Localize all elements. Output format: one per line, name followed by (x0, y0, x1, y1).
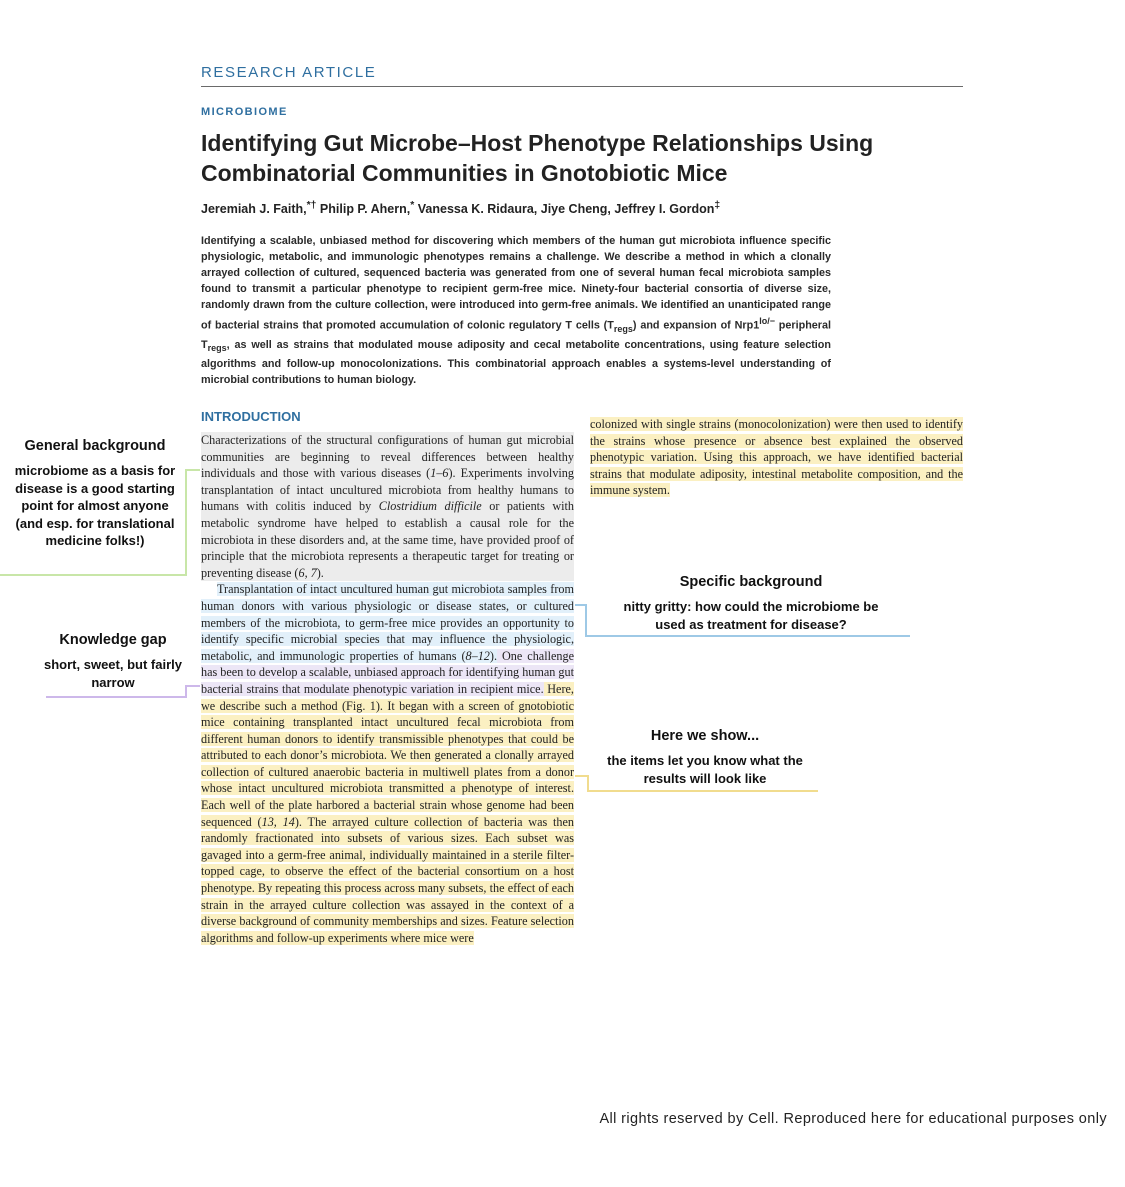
author-5-mark: ‡ (714, 200, 721, 211)
author-2-mark: * (410, 200, 415, 211)
section-label: MICROBIOME (201, 106, 288, 118)
abstract-text-2: ) and expansion of Nrp1 (632, 319, 760, 332)
annotation-specific-title: Specific background (679, 574, 823, 590)
connector-specific (575, 605, 910, 636)
p1-species: Clostridium difficile (378, 499, 482, 514)
author-others: Vanessa K. Ridaura, Jiye Cheng, Jeffrey I. Gordon (414, 202, 715, 217)
p1-text-a: Characterizations of the structural configurations of human gut microbial communities are beginning to reveal differences between healthy individuals and those with various diseases ( (201, 433, 574, 481)
abstract-sup-1: lo/− (759, 316, 775, 326)
abstract-text-1: Identifying a scalable, unbiased method for discovering which members of the human gut microbiota influence specific physiologic, metabolic, and immunologic phenotypes remains a challenge. We describe a method in which a clonally arrayed collection of cultured, sequenced bacteria was generated from one of several human fecal microbiota samples found to transmit a particular phenotype to recipient germ-free mice. Ninety-four bacterial consortia of diverse size, randomly drawn from the culture collection, were introduced into germ-free animals. We identified an unanticipated range of bacterial strains that promoted accumulation of colonic regulatory T cells (T (201, 235, 831, 332)
article-type-label: RESEARCH ARTICLE (201, 64, 377, 81)
article-title: Identifying Gut Microbe–Host Phenotype Relationships Using Combinatorial Communities in Gnotobiotic Mice (201, 130, 874, 186)
annotation-general-text: microbiome as a basis for disease is a good starting point for almost anyone (and esp. for translational medicine folks!) (14, 463, 176, 548)
annotation-gap-title: Knowledge gap (59, 632, 167, 648)
author-1: Jeremiah J. Faith, (201, 202, 307, 217)
abstract-text-4: , as well as strains that modulated mouse adiposity and cecal metabolite concentrations, using feature selection algorithms and follow-up monocolonizations. This combinatorial approach enables a systems-level understanding of microbial contributions to human biology. (201, 338, 831, 386)
p1-ref-2: 6, 7 (298, 565, 317, 580)
annotation-show-text: the items let you know what the results will look like (607, 753, 803, 786)
p1-text-c: or patients with metabolic syndrome have helped to establish a causal role for the microbiota in these disorders and, at the same time, have provided proof of principle that the microbiota represents a therapeutic target for treating or preventing disease ( (201, 499, 574, 580)
p1-ref-1: 1–6 (430, 466, 449, 481)
p1-text-d: ). (316, 565, 324, 580)
p2-yellow-text-b: ). The arrayed culture collection of bacteria was then randomly fractionated into subsets of various sizes. Each subset was gavaged into a germ-free animal, individually maintained in a sterile filter-topped cage, to observe the effect of the bacterial consortium on a host phenotype. By repeating this process across many subsets, the effect of each strain in the arrayed culture collection was assayed in the context of a diverse background of community memberships and sizes. Feature selection algorithms and follow-up experiments where mice were (201, 814, 574, 945)
abstract-sub-2: regs (207, 342, 227, 353)
copyright-footer: All rights reserved by Cell. Reproduced here for educational purposes only (599, 1111, 1107, 1127)
connector-general (0, 470, 200, 575)
p2-blue-text: Transplantation of intact uncultured human gut microbiota samples from human donors with various physiologic or disease states, or cultured members of the microbiota, to germ-free mice provides an opportunity to identify specific microbial species that may influence the physiologic, metabolic, and immunologic properties of humans ( (201, 582, 574, 663)
p2-ref-1: 8–12 (465, 648, 490, 663)
annotation-show-title: Here we show... (650, 728, 760, 744)
introduction-heading: INTRODUCTION (201, 409, 301, 424)
author-1-mark: *† (306, 200, 317, 211)
p2-yellow-text-a: Here, we describe such a method (Fig. 1). It began with a screen of gnotobiotic mice containing transplanted intact uncultured fecal microbiota from different human donors to identify transmissible phenotypes that could be attributed to each donor’s microbiota. We then generated a clonally arrayed collection of cultured anaerobic bacteria in multiwell plates from a donor whose intact uncultured microbiota transmitted a phenotype of interest. Each well of the plate harbored a bacterial strain whose genome had been sequenced ( (201, 681, 574, 829)
p1-text-b: ). Experiments involving transplantation of intact uncultured microbiota from healthy humans to humans with colitis induced by (201, 466, 574, 514)
abstract-sub-1: regs (613, 323, 633, 334)
annotation-specific-text: nitty gritty: how could the microbiome be used as treatment for disease? (623, 599, 879, 632)
annotation-gap-text: short, sweet, but fairly narrow (44, 657, 182, 690)
connector-gap (46, 686, 200, 697)
author-2: Philip P. Ahern, (316, 202, 411, 217)
p2-ref-2: 13, 14 (261, 814, 295, 829)
right-column-highlight: colonized with single strains (monocolonization) were then used to identify the strains whose presence or absence best explained the observed phenotypic variation. Using this approach, we have identified bacterial strains that modulate adiposity, intestinal metabolite composition, and the immune system. (590, 417, 963, 498)
knowledge-gap-highlight: One challenge has been to develop a scalable, unbiased approach for identifying human gut bacterial strains that modulate phenotypic variation in recipient mice. (201, 648, 574, 696)
annotation-general-title: General background (24, 438, 166, 454)
p2-blue-end: ). (489, 648, 497, 663)
abstract-text-3: peripheral T (201, 319, 832, 351)
connector-show (575, 776, 818, 791)
